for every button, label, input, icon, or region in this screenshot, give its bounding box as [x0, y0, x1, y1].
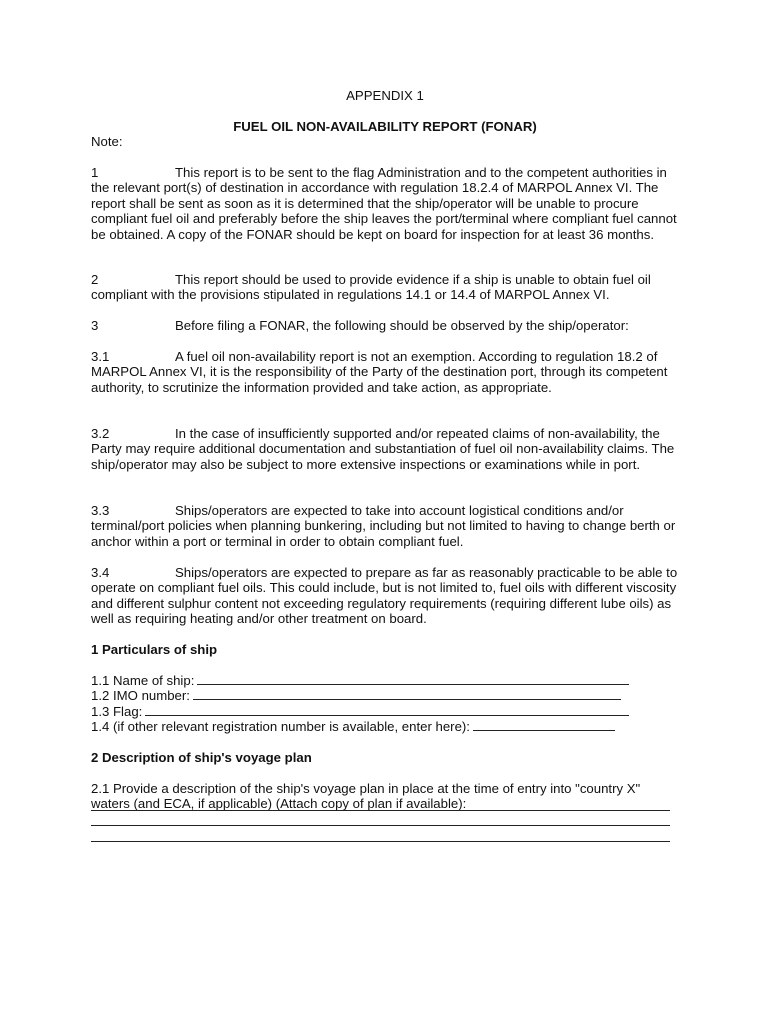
- section-2-question-1: 2.1 Provide a description of the ship's voyage plan in place at the time of entry into "country X" waters (and ECA, if applicable) (Attach copy of plan if available):: [91, 781, 641, 812]
- document-title: FUEL OIL NON-AVAILABILITY REPORT (FONAR): [233, 119, 537, 134]
- note-number: 3.2: [91, 426, 110, 441]
- voyage-plan-line-1[interactable]: [91, 810, 670, 811]
- flag-input[interactable]: [145, 704, 629, 716]
- note-number: 3: [91, 318, 99, 333]
- note-text: A fuel oil non-availability report is not an exemption. According to regulation 18.2 of MARPOL Annex VI, it is the responsibility of the Party of the destination port, through its competent authority, to scrutinize the information provided and take action, as appropriate.: [91, 349, 668, 395]
- field-name-of-ship: [91, 673, 629, 688]
- note-text: Ships/operators are expected to take into account logistical conditions and/or terminal/port policies when planning bunkering, including but not limited to having to change berth or anchor within a port or terminal in order to obtain compliant fuel.: [91, 503, 676, 549]
- note-3-3: [91, 503, 681, 549]
- note-label: Note:: [91, 134, 123, 149]
- section-1-heading: 1 Particulars of ship: [91, 642, 218, 657]
- field-label: 1.4 (if other relevant registration number is available, enter here):: [91, 719, 470, 734]
- note-3-1: [91, 349, 681, 395]
- other-registration-input[interactable]: [473, 719, 615, 731]
- field-imo-number: [91, 688, 621, 703]
- field-flag: [91, 704, 629, 719]
- note-number: 3.3: [91, 503, 110, 518]
- note-number: 2: [91, 272, 99, 287]
- note-text: In the case of insufficiently supported and/or repeated claims of non-availability, the Party may require additional documentation and substantiation of fuel oil non-availability claims. The ship/operator may also be subject to more extensive inspections or examinations while in port.: [91, 426, 675, 472]
- voyage-plan-line-3[interactable]: [91, 841, 670, 842]
- note-text: This report is to be sent to the flag Administration and to the competent authorities in the relevant port(s) of destination in accordance with regulation 18.2.4 of MARPOL Annex VI. The report shall be sent as soon as it is determined that the ship/operator will be unable to procure compliant fuel oil and preferably before the ship leaves the port/terminal where compliant fuel cannot be obtained. A copy of the FONAR should be kept on board for inspection for at least 36 months.: [91, 165, 677, 242]
- name-of-ship-input[interactable]: [197, 673, 629, 685]
- note-3-2: [91, 426, 681, 472]
- note-number: 1: [91, 165, 99, 180]
- note-text: This report should be used to provide evidence if a ship is unable to obtain fuel oil compliant with the provisions stipulated in regulations 14.1 or 14.4 of MARPOL Annex VI.: [91, 272, 651, 303]
- field-label: 1.3 Flag:: [91, 704, 143, 719]
- field-other-registration: [91, 719, 615, 734]
- note-3: [91, 318, 681, 333]
- note-text: Before filing a FONAR, the following should be observed by the ship/operator:: [175, 318, 629, 333]
- note-number: 3.1: [91, 349, 110, 364]
- imo-number-input[interactable]: [193, 688, 621, 700]
- appendix-label: APPENDIX 1: [346, 88, 424, 103]
- voyage-plan-line-2[interactable]: [91, 825, 670, 826]
- field-label: 1.1 Name of ship:: [91, 673, 195, 688]
- note-1: [91, 165, 681, 242]
- note-3-4: [91, 565, 681, 627]
- note-text: Ships/operators are expected to prepare as far as reasonably practicable to be able to operate on compliant fuel oils. This could include, but is not limited to, fuel oils with different viscosity and different sulphur content not exceeding regulatory requirements (requiring different lube oils) as well as requiring heating and/or other treatment on board.: [91, 565, 678, 627]
- note-number: 3.4: [91, 565, 110, 580]
- field-label: 1.2 IMO number:: [91, 688, 190, 703]
- note-2: [91, 272, 681, 303]
- section-2-heading: 2 Description of ship's voyage plan: [91, 750, 312, 765]
